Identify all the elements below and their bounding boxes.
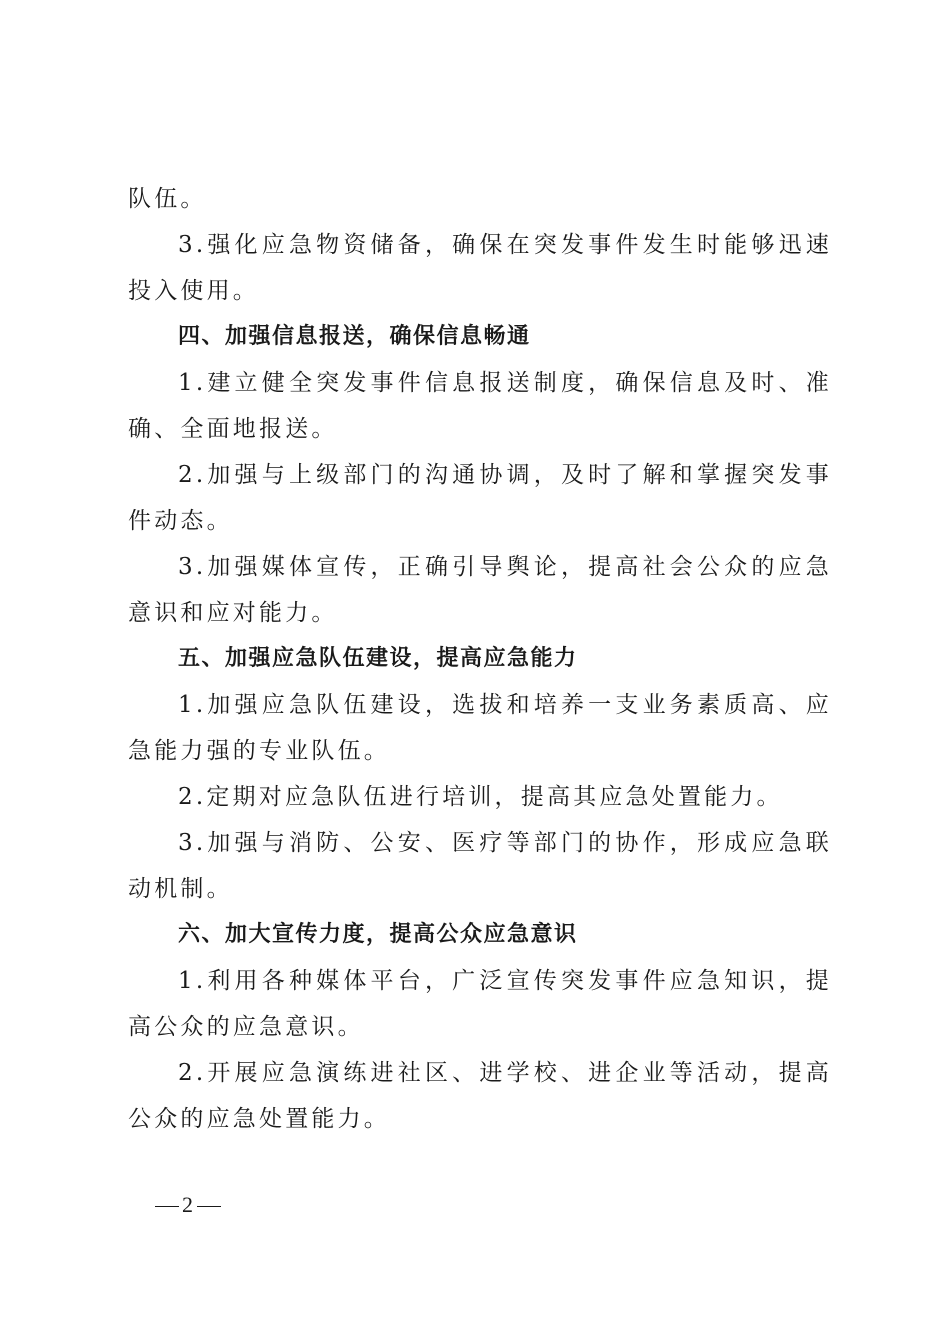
paragraph-item: 1.建立健全突发事件信息报送制度，确保信息及时、准确、全面地报送。: [128, 370, 832, 442]
page-number: 2: [182, 1192, 194, 1217]
footer-dash-right: [197, 1206, 221, 1207]
paragraph-item: 1.加强应急队伍建设，选拔和培养一支业务素质高、应急能力强的专业队伍。: [128, 692, 832, 764]
paragraph-item: 3.强化应急物资储备，确保在突发事件发生时能够迅速投入使用。: [128, 232, 832, 304]
section-heading: 四、加强信息报送，确保信息畅通: [178, 324, 531, 349]
paragraph-continuation: 队伍。: [128, 186, 207, 212]
section-heading: 五、加强应急队伍建设，提高应急能力: [178, 646, 578, 671]
paragraph-item: 2.加强与上级部门的沟通协调，及时了解和掌握突发事件动态。: [128, 462, 832, 534]
document-body: [128, 176, 832, 1142]
paragraph-item: 3.加强与消防、公安、医疗等部门的协作，形成应急联动机制。: [128, 830, 832, 902]
paragraph-item: 1.利用各种媒体平台，广泛宣传突发事件应急知识，提高公众的应急意识。: [128, 968, 832, 1040]
section-heading: 六、加大宣传力度，提高公众应急意识: [178, 922, 578, 947]
page-footer: [152, 1190, 224, 1220]
paragraph-item: 2.开展应急演练进社区、进学校、进企业等活动，提高公众的应急处置能力。: [128, 1060, 832, 1132]
footer-dash-left: [155, 1206, 179, 1207]
paragraph-item: 2.定期对应急队伍进行培训，提高其应急处置能力。: [178, 784, 783, 810]
paragraph-item: 3.加强媒体宣传，正确引导舆论，提高社会公众的应急意识和应对能力。: [128, 554, 832, 626]
